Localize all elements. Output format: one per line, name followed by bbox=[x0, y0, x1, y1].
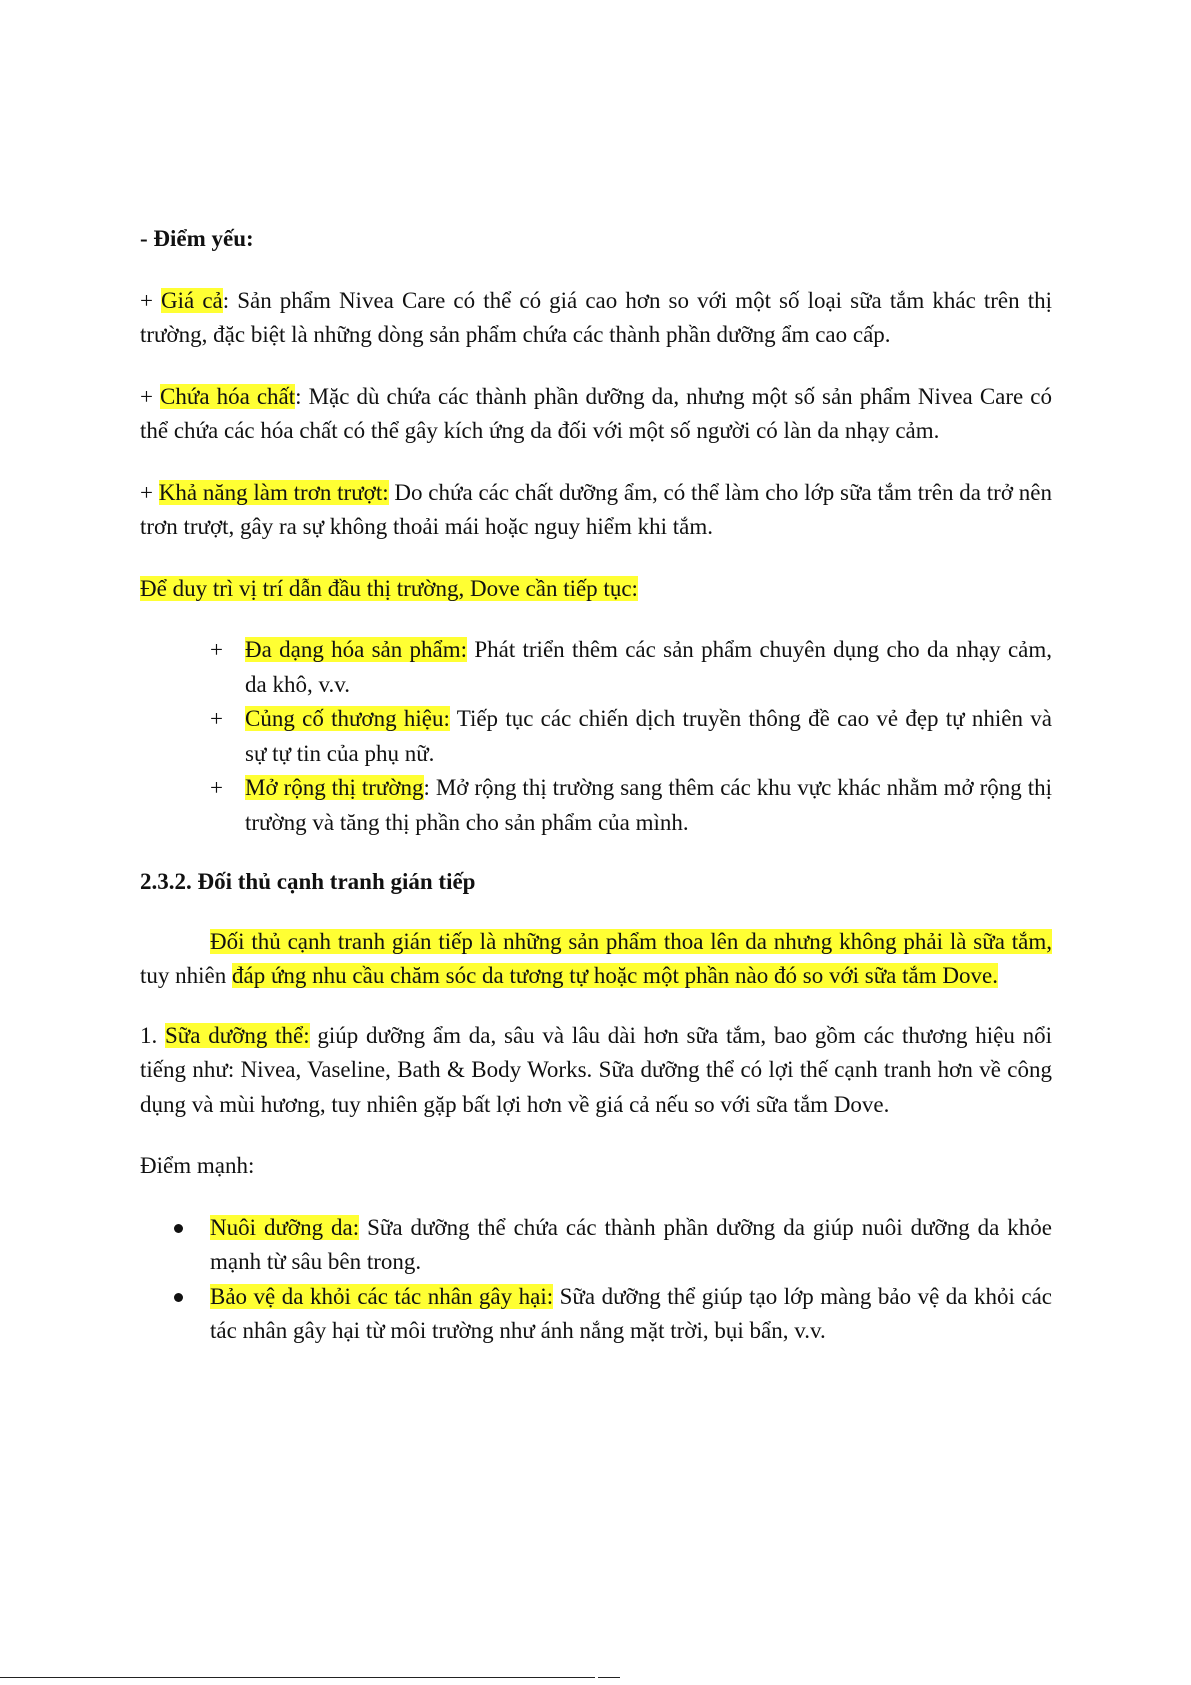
bullet-dot-icon bbox=[174, 1224, 183, 1233]
highlighted-term: Nuôi dưỡng da: bbox=[210, 1214, 360, 1240]
list-item-text: Tiếp tục các chiến dịch truyền thông đề cao vẻ đẹp tự nhiên và sự tự tin của phụ nữ. bbox=[245, 706, 1052, 766]
footer-divider-tick bbox=[598, 1677, 620, 1678]
highlighted-term: Khả năng làm trơn trượt: bbox=[158, 479, 389, 505]
strengths-heading: Điểm mạnh: bbox=[140, 1153, 255, 1178]
highlighted-term: Sữa dưỡng thể: bbox=[165, 1022, 310, 1048]
indirect-competitor-paragraph bbox=[140, 925, 1052, 994]
highlighted-intro: Để duy trì vị trí dẫn đầu thị trường, Dove cần tiếp tục: bbox=[140, 575, 638, 601]
list-item-text: Phát triển thêm các sản phẩm chuyên dụng cho da nhạy cảm, da khô, v.v. bbox=[245, 637, 1053, 697]
dove-intro-paragraph bbox=[140, 572, 1052, 607]
list-item bbox=[140, 633, 1052, 702]
list-item bbox=[140, 771, 1052, 840]
paragraph-text: Do chứa các chất dưỡng ẩm, có thể làm cho lớp sữa tắm trên da trở nên trơn trượt, gây ra sự không thoải mái hoặc nguy hiểm khi tắm. bbox=[140, 479, 1052, 539]
highlighted-term: Đa dạng hóa sản phẩm: bbox=[245, 637, 468, 662]
highlighted-text: đáp ứng nhu cầu chăm sóc da tương tự hoặc một phần nào đó so với sữa tắm Dove. bbox=[232, 963, 998, 988]
bullet-prefix: + bbox=[140, 479, 159, 505]
dove-actions-list bbox=[140, 633, 1052, 840]
list-item bbox=[140, 1280, 1052, 1349]
list-item bbox=[140, 702, 1052, 771]
highlighted-term: Bảo vệ da khỏi các tác nhân gây hại: bbox=[210, 1283, 554, 1309]
plus-marker: + bbox=[210, 706, 223, 731]
weakness-heading: - Điểm yếu: bbox=[140, 226, 254, 251]
highlighted-term: Mở rộng thị trường bbox=[245, 775, 424, 800]
highlighted-term: Chứa hóa chất bbox=[160, 383, 296, 409]
highlighted-term: Giá cả bbox=[161, 287, 223, 313]
weakness-chemicals-paragraph bbox=[140, 380, 1052, 449]
weakness-price-paragraph bbox=[140, 284, 1052, 353]
plus-marker: + bbox=[210, 637, 223, 662]
list-item-text: : Mở rộng thị trường sang thêm các khu vực khác nhằm mở rộng thị trường và tăng thị phần cho sản phẩm của mình. bbox=[245, 775, 1052, 835]
highlighted-term: Củng cố thương hiệu: bbox=[245, 706, 450, 731]
bullet-prefix: + bbox=[140, 383, 161, 409]
section-heading: 2.3.2. Đối thủ cạnh tranh gián tiếp bbox=[140, 869, 476, 894]
highlighted-text: Đối thủ cạnh tranh gián tiếp là những sản phẩm thoa lên da nhưng không phải là sữa tắm, bbox=[210, 928, 1052, 954]
weakness-slippery-paragraph bbox=[140, 476, 1052, 545]
number-prefix: 1. bbox=[140, 1022, 166, 1048]
strengths-list bbox=[140, 1211, 1052, 1349]
bullet-dot-icon bbox=[174, 1293, 183, 1302]
paragraph-text: giúp dưỡng ẩm da, sâu và lâu dài hơn sữa tắm, bao gồm các thương hiệu nổi tiếng như: Nivea, Vaseline, Bath & Body Works. Sữa dưỡng thể có lợi thế cạnh tranh hơn về công dụng và mùi hương, tuy nhiên gặp bất lợi hơn về giá cả nếu so với sữa tắm Dove. bbox=[140, 1022, 1052, 1117]
list-item-text: Sữa dưỡng thể chứa các thành phần dưỡng da giúp nuôi dưỡng da khỏe mạnh từ sâu bên trong. bbox=[210, 1214, 1053, 1274]
list-item bbox=[140, 1211, 1052, 1280]
footer-divider bbox=[0, 1677, 595, 1678]
plus-marker: + bbox=[210, 775, 223, 800]
list-item-text: Sữa dưỡng thể giúp tạo lớp màng bảo vệ da khỏi các tác nhân gây hại từ môi trường như ánh nắng mặt trời, bụi bẩn, v.v. bbox=[210, 1283, 1052, 1343]
body-lotion-paragraph bbox=[140, 1019, 1052, 1123]
paragraph-text: tuy nhiên bbox=[140, 963, 232, 988]
paragraph-text: : Sản phẩm Nivea Care có thể có giá cao hơn so với một số loại sữa tắm khác trên thị trường, đặc biệt là những dòng sản phẩm chứa các thành phần dưỡng ẩm cao cấp. bbox=[140, 287, 1052, 347]
bullet-prefix: + bbox=[140, 287, 162, 313]
document-page bbox=[140, 222, 1052, 1349]
paragraph-text: : Mặc dù chứa các thành phần dưỡng da, nhưng một số sản phẩm Nivea Care có thể chứa các hóa chất có thể gây kích ứng da đối với một số người có làn da nhạy cảm. bbox=[140, 383, 1052, 443]
